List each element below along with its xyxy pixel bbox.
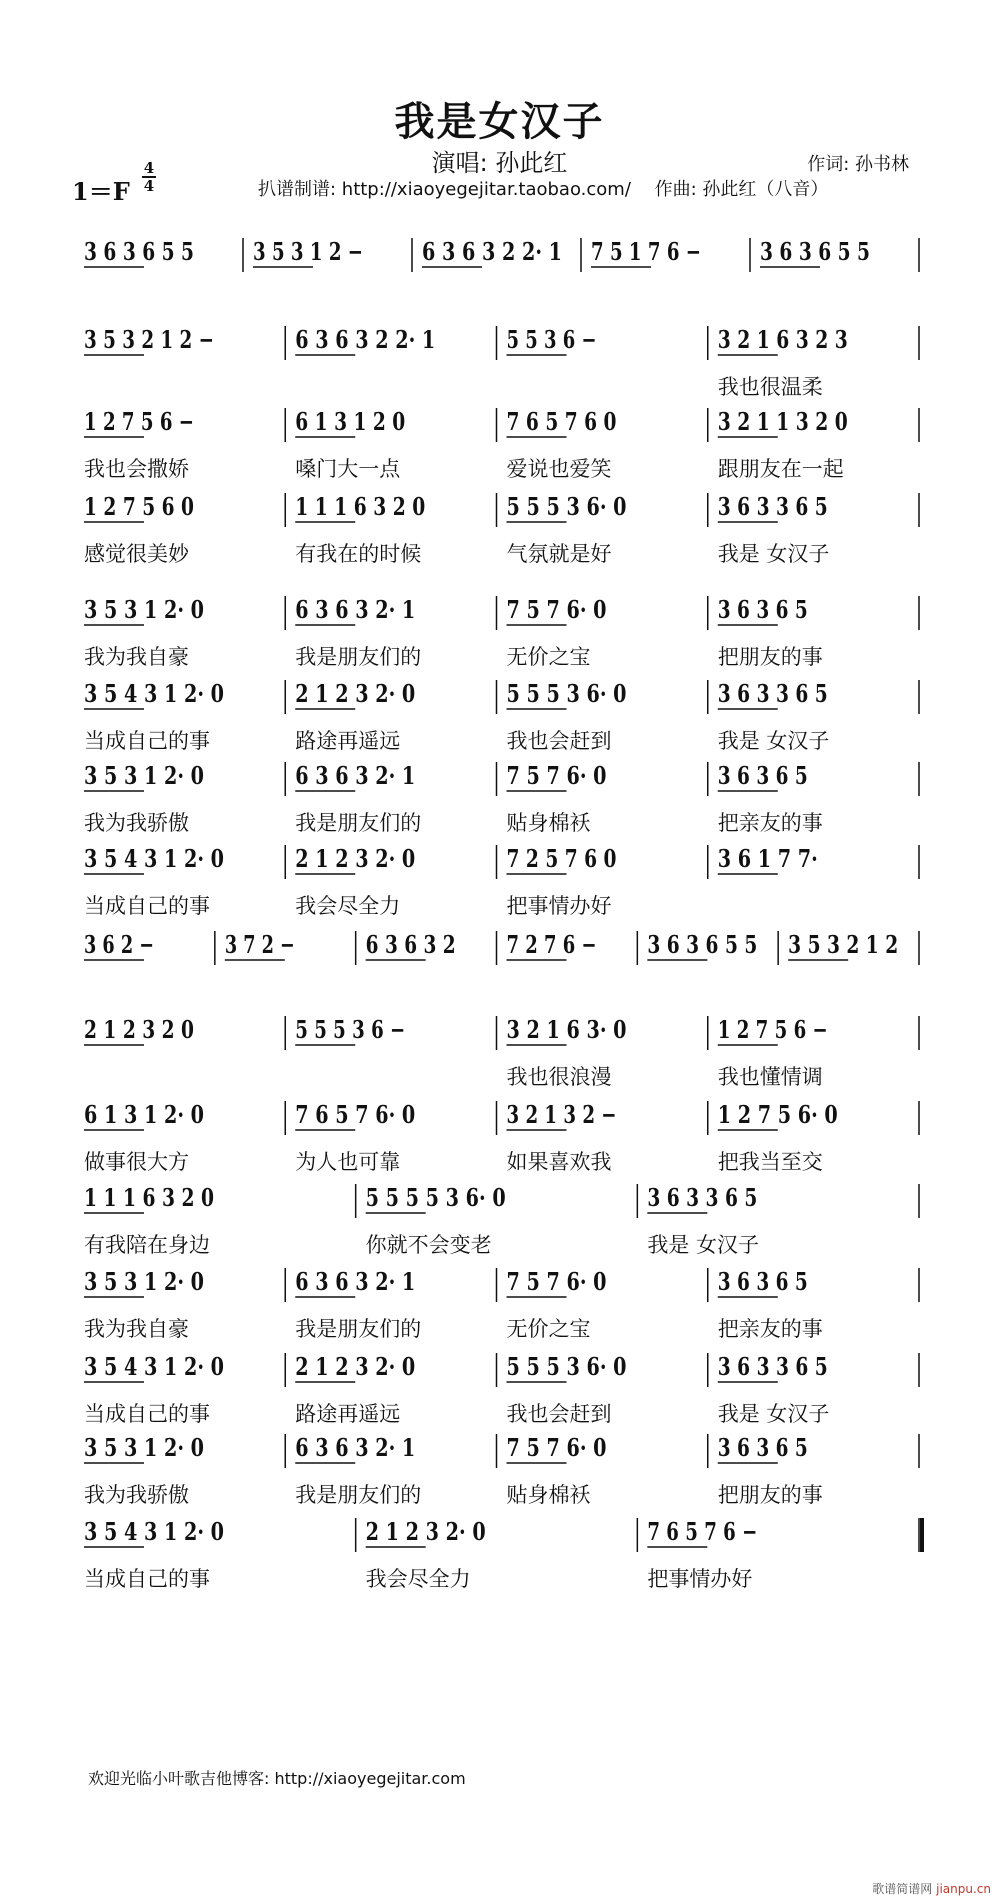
measure-notes: 5 5 5 3 6 − [295,1015,406,1044]
notation-line [78,485,923,531]
measure-notes: 6 1 3 1 2· 0 [84,1100,204,1129]
score-row [78,1510,923,1591]
lyric-text: 我会尽全力 [295,894,401,918]
lyric-text: 我也会赶到 [506,1402,612,1426]
measure-notes: 3 2 1 3 2 − [506,1100,617,1129]
measure-notes: 6 3 6 3 2 2· 1 [295,325,436,354]
lyric-text: 我是 女汉子 [717,542,830,566]
measure-notes: 6 3 6 3 2· 1 [295,595,416,624]
song-title: 我是女汉子 [394,99,605,145]
lyric-text: 当成自己的事 [84,1567,210,1591]
notation-line [78,230,923,276]
time-signature-bottom: 4 [143,177,155,195]
score-row [78,230,923,276]
measure-notes: 7 5 7 6· 0 [506,595,607,624]
lyric-text: 我是朋友们的 [295,645,422,669]
lyric-text: 当成自己的事 [84,894,210,918]
score-row [78,1260,923,1341]
measure-notes: 3 2 1 6 3 2 3 [717,325,848,354]
lyric-text: 我是 女汉子 [717,729,830,753]
notation-svg [78,1176,923,1222]
notation-svg [78,1345,923,1391]
measure-notes: 5 5 5 3 6· 0 [506,492,627,521]
lyric-text: 爱说也爱笑 [506,457,612,481]
lyric-svg [78,1480,923,1512]
notation-line [78,1345,923,1391]
notation-svg [78,1426,923,1472]
lyric-svg [78,1230,923,1262]
lyric-text: 感觉很美妙 [84,542,189,566]
lyric-line [78,1062,923,1094]
notation-svg [78,230,923,276]
notation-line [78,400,923,446]
score-row [78,1426,923,1507]
lyric-line [78,1230,923,1262]
lyric-text: 路途再遥远 [295,729,401,753]
measure-notes: 3 6 3 6 5 [717,1267,808,1296]
measure-notes: 1 2 7 5 6 − [717,1015,828,1044]
measure-notes: 5 5 5 3 6· 0 [506,679,627,708]
lyric-svg [78,454,923,486]
key-signature: 1＝F [72,177,130,206]
measure-notes: 7 2 5 7 6 0 [506,844,617,873]
notation-line [78,588,923,634]
score-row [78,400,923,481]
lyric-text: 贴身棉袄 [506,811,591,835]
lyric-text: 气氛就是好 [506,542,612,566]
measure-notes: 2 1 2 3 2 0 [84,1015,194,1044]
notation-line [78,1260,923,1306]
measure-notes: 3 5 3 2 1 2 [788,930,899,959]
score-row [78,837,923,918]
notation-svg [78,923,923,969]
measure-notes: 5 5 5 5 3 6· 0 [365,1183,506,1212]
lyric-line [78,1314,923,1346]
lyric-text: 我也很温柔 [717,375,823,399]
lyric-text: 跟朋友在一起 [717,457,844,481]
measure-notes: 6 3 6 3 2· 1 [295,761,416,790]
lyric-text: 把事情办好 [647,1567,753,1591]
notation-line [78,1426,923,1472]
measure-notes: 3 5 4 3 1 2· 0 [84,679,224,708]
lyric-text: 有我在的时候 [295,542,422,566]
lyric-text: 我是 女汉子 [717,1402,830,1426]
lyric-text: 有我陪在身边 [84,1233,210,1257]
measure-notes: 3 6 3 6 5 [717,595,808,624]
transcriber-credit: 扒谱制谱: http://xiaoyegejitar.taobao.com/ [258,179,631,200]
notation-svg [78,485,923,531]
score-row [78,318,923,399]
measure-notes: 7 6 5 7 6· 0 [295,1100,416,1129]
lyric-line [78,891,923,923]
lyric-text: 做事很大方 [84,1150,189,1174]
lyric-svg [78,539,923,571]
lyric-text: 把亲友的事 [717,1317,823,1341]
lyric-svg [78,1314,923,1346]
score-row [78,1093,923,1174]
notation-line [78,837,923,883]
measure-notes: 1 2 7 5 6 − [84,407,194,436]
measure-notes: 3 5 4 3 1 2· 0 [84,1352,224,1381]
lyric-text: 如果喜欢我 [506,1150,612,1174]
measure-notes: 3 6 3 6 5 5 [84,237,194,266]
lyric-svg [78,891,923,923]
notation-line [78,318,923,364]
notation-line [78,672,923,718]
measure-notes: 3 2 1 6 3· 0 [506,1015,627,1044]
measure-notes: 7 5 1 7 6 − [591,237,701,266]
measure-notes: 7 6 5 7 6 0 [506,407,617,436]
notation-line [78,1008,923,1054]
lyric-text: 无价之宝 [506,645,591,669]
measure-notes: 3 5 3 1 2 − [253,237,363,266]
lyric-svg [78,1147,923,1179]
measure-notes: 7 2 7 6 − [506,930,597,959]
lyric-text: 我会尽全力 [365,1567,471,1591]
measure-notes: 3 6 3 3 6 5 [717,1352,828,1381]
composer-credit: 作曲: 孙此红（八音） [654,179,829,200]
notation-svg [78,837,923,883]
lyric-text: 为人也可靠 [295,1150,401,1174]
score-row [78,588,923,669]
measure-notes: 2 1 2 3 2· 0 [295,844,416,873]
lyric-text: 我为我骄傲 [84,811,189,835]
notation-svg [78,754,923,800]
notation-svg [78,400,923,446]
credits-line [258,175,846,201]
measure-notes: 2 1 2 3 2· 0 [295,1352,416,1381]
measure-notes: 7 5 7 6· 0 [506,761,607,790]
measure-notes: 7 5 7 6· 0 [506,1433,607,1462]
measure-notes: 3 5 3 2 1 2 − [84,325,214,354]
lyric-line [78,808,923,840]
measure-notes: 3 5 3 1 2· 0 [84,761,204,790]
measure-notes: 3 5 4 3 1 2· 0 [84,844,224,873]
lyric-line [78,1564,923,1596]
score-row [78,1008,923,1089]
lyric-text: 我也会赶到 [506,729,612,753]
measure-notes: 3 6 1 7 7· [717,844,818,873]
score-row [78,485,923,566]
measure-notes: 6 3 6 3 2 2· 1 [422,237,562,266]
measure-notes: 2 1 2 3 2· 0 [295,679,416,708]
lyricist-credit: 作词: 孙书林 [807,154,909,175]
lyric-line [78,539,923,571]
measure-notes: 7 6 5 7 6 − [647,1517,758,1546]
lyric-text: 把我当至交 [717,1150,823,1174]
lyric-line [78,1147,923,1179]
measure-notes: 3 5 3 1 2· 0 [84,595,204,624]
lyric-text: 我是朋友们的 [295,811,422,835]
measure-notes: 3 2 1 1 3 2 0 [717,407,848,436]
lyric-text: 当成自己的事 [84,1402,210,1426]
measure-notes: 3 6 3 3 6 5 [717,679,828,708]
measure-notes: 6 3 6 3 2 [365,930,456,959]
time-signature [140,160,158,194]
measure-notes: 3 6 3 3 6 5 [717,492,828,521]
lyric-text: 我也很浪漫 [506,1065,612,1089]
notation-line [78,1093,923,1139]
lyric-svg [78,808,923,840]
measure-notes: 3 7 2 − [224,930,295,959]
singer-credit: 演唱: 孙此红 [431,149,568,177]
measure-notes: 1 2 7 5 6· 0 [717,1100,838,1129]
measure-notes: 3 5 3 1 2· 0 [84,1433,204,1462]
lyric-svg [78,1062,923,1094]
lyric-svg [78,1564,923,1596]
measure-notes: 3 6 3 6 5 [717,761,808,790]
lyric-svg [78,642,923,674]
footer-blog-link[interactable]: 欢迎光临小叶歌吉他博客: http://xiaoyegejitar.com [88,1769,466,1788]
lyric-line [78,1480,923,1512]
lyric-text: 我也懂情调 [717,1065,823,1089]
measure-notes: 3 5 3 1 2· 0 [84,1267,204,1296]
measure-notes: 7 5 7 6· 0 [506,1267,607,1296]
measure-notes: 5 5 3 6 − [506,325,597,354]
lyric-text: 贴身棉袄 [506,1483,591,1507]
score-row [78,754,923,835]
measure-notes: 2 1 2 3 2· 0 [365,1517,486,1546]
time-signature-top: 4 [143,159,155,177]
lyric-text: 我是朋友们的 [295,1483,422,1507]
lyric-text: 把朋友的事 [717,645,823,669]
notation-svg [78,318,923,364]
score-row [78,1345,923,1426]
lyric-text: 我为我骄傲 [84,1483,189,1507]
lyric-text: 当成自己的事 [84,729,210,753]
notation-line [78,1176,923,1222]
notation-svg [78,672,923,718]
measure-notes: 5 5 5 3 6· 0 [506,1352,627,1381]
lyric-text: 把事情办好 [506,894,612,918]
lyric-text: 无价之宝 [506,1317,591,1341]
measure-notes: 1 2 7 5 6 0 [84,492,194,521]
lyric-line [78,642,923,674]
lyric-line [78,454,923,486]
measure-notes: 3 6 3 6 5 5 [760,237,870,266]
lyric-text: 我也会撒娇 [84,457,189,481]
measure-notes: 1 1 1 6 3 2 0 [84,1183,214,1212]
measure-notes: 6 3 6 3 2· 1 [295,1433,416,1462]
notation-line [78,754,923,800]
score-row [78,923,923,969]
watermark-url: jianpu.cn [936,1882,991,1896]
measure-notes: 1 1 1 6 3 2 0 [295,492,426,521]
lyric-text: 我为我自豪 [84,645,189,669]
notation-svg [78,1093,923,1139]
lyric-text: 我是朋友们的 [295,1317,422,1341]
lyric-text: 嗓门大一点 [295,457,401,481]
measure-notes: 6 1 3 1 2 0 [295,407,406,436]
measure-notes: 3 6 3 6 5 5 [647,930,758,959]
notation-svg [78,1510,923,1556]
measure-notes: 3 6 2 − [84,930,154,959]
measure-notes: 3 6 3 3 6 5 [647,1183,758,1212]
score-row [78,1176,923,1257]
lyric-text: 把亲友的事 [717,811,823,835]
measure-notes: 6 3 6 3 2· 1 [295,1267,416,1296]
lyric-text: 我为我自豪 [84,1317,189,1341]
lyric-text: 把朋友的事 [717,1483,823,1507]
lyric-text: 我是 女汉子 [647,1233,760,1257]
watermark-text: 歌谱简谱网 [872,1882,933,1896]
lyric-text: 你就不会变老 [365,1233,492,1257]
notation-svg [78,588,923,634]
watermark [872,1880,991,1897]
measure-notes: 3 6 3 6 5 [717,1433,808,1462]
notation-svg [78,1008,923,1054]
measure-notes: 3 5 4 3 1 2· 0 [84,1517,224,1546]
notation-svg [78,1260,923,1306]
notation-line [78,1510,923,1556]
score-row [78,672,923,753]
notation-line [78,923,923,969]
lyric-text: 路途再遥远 [295,1402,401,1426]
